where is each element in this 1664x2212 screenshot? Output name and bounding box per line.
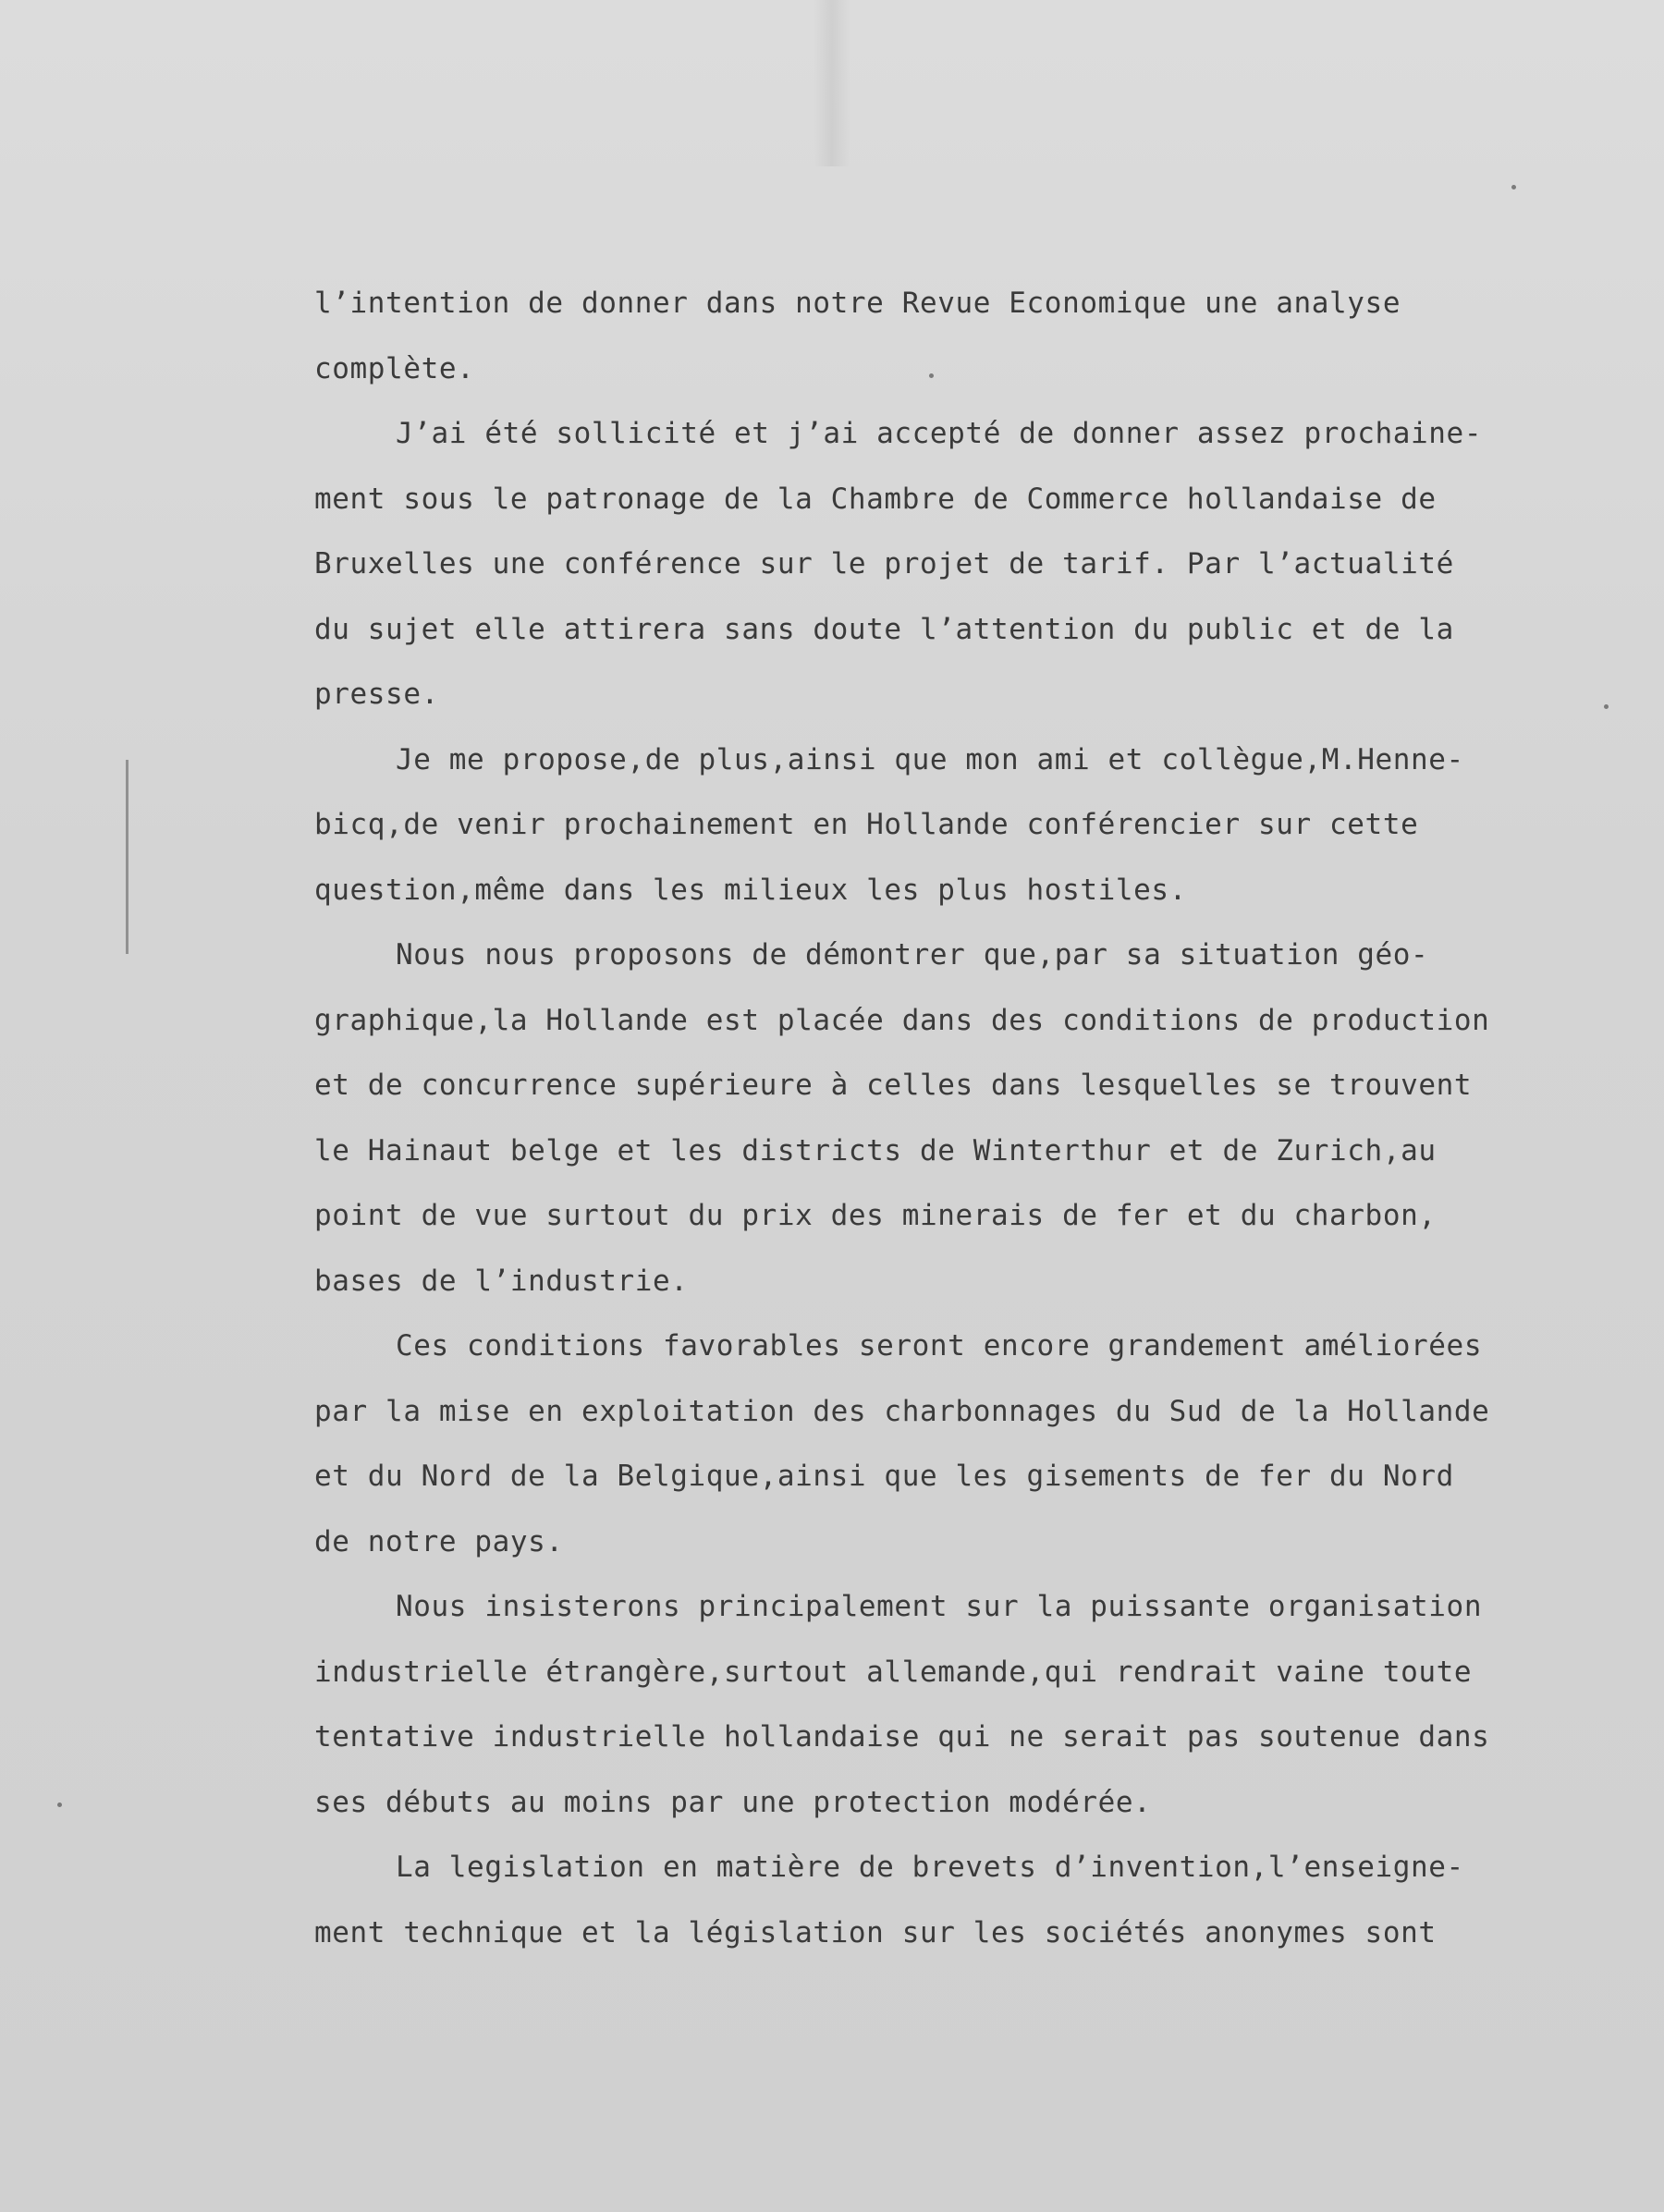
text-line: bases de l’industrie. bbox=[314, 1264, 689, 1298]
text-line: ment sous le patronage de la Chambre de Commerce hollandaise de bbox=[314, 482, 1437, 516]
text-line: graphique,la Hollande est placée dans des conditions de production bbox=[314, 1003, 1490, 1037]
text-line: presse. bbox=[314, 678, 439, 711]
text-line: tentative industrielle hollandaise qui ne serait pas soutenue dans bbox=[314, 1720, 1490, 1754]
ink-speck bbox=[57, 1803, 62, 1807]
text-line: par la mise en exploitation des charbonnages du Sud de la Hollande bbox=[314, 1394, 1490, 1428]
text-line: Bruxelles une conférence sur le projet de tarif. Par l’actualité bbox=[314, 547, 1454, 580]
text-line: bicq,de venir prochainement en Hollande conférencier sur cette bbox=[314, 808, 1419, 841]
text-line: Nous insisterons principalement sur la puissante organisation bbox=[396, 1590, 1483, 1623]
text-line: J’ai été sollicité et j’ai accepté de donner assez prochaine- bbox=[396, 417, 1483, 450]
text-line: et de concurrence supérieure à celles dans lesquelles se trouvent bbox=[314, 1069, 1473, 1102]
text-line: question,même dans les milieux les plus hostiles. bbox=[314, 873, 1187, 907]
text-line: ses débuts au moins par une protection modérée. bbox=[314, 1785, 1152, 1819]
text-line: et du Nord de la Belgique,ainsi que les gisements de fer du Nord bbox=[314, 1460, 1454, 1493]
text-line: le Hainaut belge et les districts de Winterthur et de Zurich,au bbox=[314, 1133, 1437, 1167]
text-line: de notre pays. bbox=[314, 1524, 564, 1558]
text-line: du sujet elle attirera sans doute l’attention du public et de la bbox=[314, 612, 1454, 646]
paper-fold bbox=[814, 0, 850, 166]
margin-mark bbox=[126, 760, 128, 954]
typewritten-text-body bbox=[314, 271, 1627, 1965]
text-line: Ces conditions favorables seront encore grandement améliorées bbox=[396, 1329, 1483, 1363]
text-line: point de vue surtout du prix des minerais de fer et du charbon, bbox=[314, 1199, 1437, 1232]
text-line: Je me propose,de plus,ainsi que mon ami et collègue,M.Henne- bbox=[396, 742, 1464, 776]
text-line: l’intention de donner dans notre Revue Economique une analyse bbox=[314, 287, 1401, 320]
text-line: La legislation en matière de brevets d’invention,l’enseigne- bbox=[396, 1851, 1464, 1884]
ink-speck bbox=[1511, 185, 1516, 189]
text-line: Nous nous proposons de démontrer que,par sa situation géo- bbox=[396, 938, 1429, 972]
text-line: complète. bbox=[314, 351, 475, 385]
text-line: industrielle étrangère,surtout allemande,qui rendrait vaine toute bbox=[314, 1655, 1473, 1689]
text-line: ment technique et la législation sur les sociétés anonymes sont bbox=[314, 1915, 1437, 1949]
